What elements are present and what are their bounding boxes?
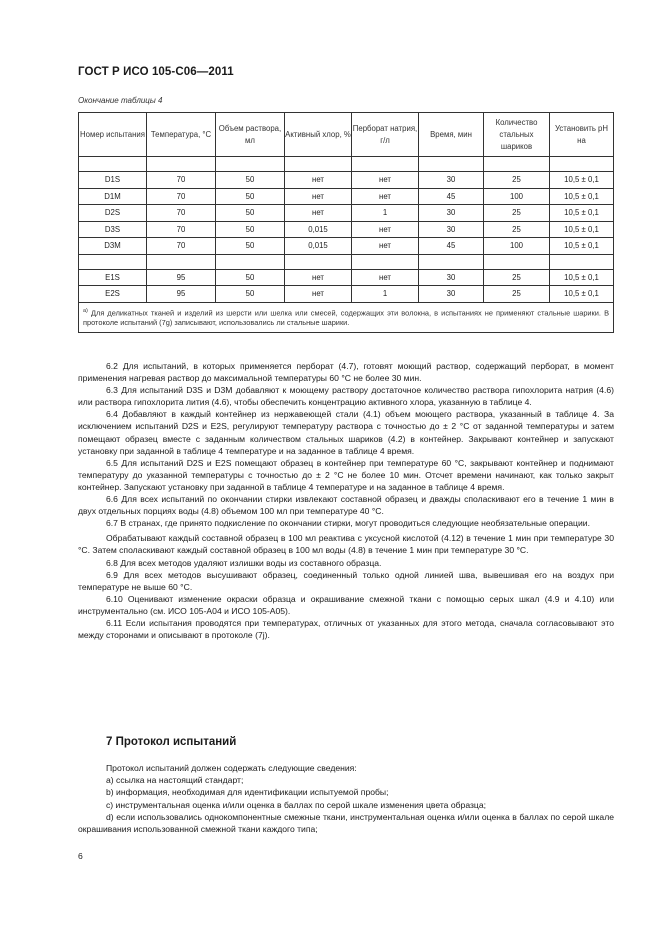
cell: 0,015 — [285, 221, 352, 238]
cell: D1S — [79, 172, 147, 189]
cell: 25 — [484, 205, 550, 222]
cell: 10,5 ± 0,1 — [550, 269, 614, 286]
document-header: ГОСТ Р ИСО 105-C06—2011 — [78, 66, 234, 78]
cell: 70 — [147, 205, 216, 222]
cell: 30 — [419, 269, 484, 286]
section-heading: 7 Протокол испытаний — [106, 736, 237, 748]
col-header-steel-balls: Количество стальных шариков — [484, 113, 550, 157]
cell: 50 — [216, 286, 285, 303]
protocol-item: d) если использовались однокомпонентные смежные ткани, инструментальная оценка и/или оценка в баллах по серой шкале окрашивания использованной смежной ткани каждого типа; — [78, 811, 614, 835]
table-row — [79, 221, 614, 238]
cell: 25 — [484, 172, 550, 189]
footnote-mark: а) — [83, 307, 88, 314]
cell: нет — [285, 172, 352, 189]
page-number: 6 — [78, 851, 83, 861]
cell: 50 — [216, 205, 285, 222]
cell: D3S — [79, 221, 147, 238]
table-footnote-row — [79, 302, 614, 332]
cell: 95 — [147, 269, 216, 286]
table-row — [79, 172, 614, 189]
paragraph-6-5: 6.5 Для испытаний D2S и E2S помещают образец в контейнер при температуре 60 °С, закрывают контейнер и поднимают температуру до указанной температуры с точностью до ± 2 °С не более 10 мин. Отсчет времени начинают, как только закрыт контейнер. Запускают установку при заданной в таблице 4 температуре и на заданное в таблице 4 время. — [78, 457, 614, 492]
cell: D1M — [79, 188, 147, 205]
protocol-item: c) инструментальная оценка и/или оценка в баллах по серой шкале изменения цвета образца; — [106, 799, 487, 810]
table-row — [79, 238, 614, 255]
cell: 25 — [484, 269, 550, 286]
table-row — [79, 205, 614, 222]
cell: 10,5 ± 0,1 — [550, 286, 614, 303]
col-header-test-number: Номер испытания — [79, 113, 147, 157]
cell: нет — [285, 205, 352, 222]
paragraph-6-3: 6.3 Для испытаний D3S и D3M добавляют к моющему раствору достаточное количество раствора гипохлорита натрия (4.6) или раствора гипохлорита лития (4.6), чтобы обеспечить концентрацию активного хлора, указанную в таблице 4. — [78, 385, 614, 408]
table-row — [79, 188, 614, 205]
cell: 30 — [419, 221, 484, 238]
paragraph-6-7: 6.7 В странах, где принято подкисление по окончании стирки, могут проводиться следующие необязательные операции. — [106, 518, 590, 529]
cell: 0,015 — [285, 238, 352, 255]
cell: 25 — [484, 221, 550, 238]
cell: 45 — [419, 238, 484, 255]
cell: нет — [352, 172, 419, 189]
cell: E2S — [79, 286, 147, 303]
table-spacer-row — [79, 254, 614, 269]
protocol-item: b) информация, необходимая для идентификации испытуемой пробы; — [106, 787, 389, 798]
col-header-temperature: Температура, °С — [147, 113, 216, 157]
paragraph-6-4: 6.4 Добавляют в каждый контейнер из нержавеющей стали (4.1) объем моющего раствора, указанный в таблице 4. За исключением испытаний D2S и E2S, регулируют температуру раствора с точностью до ± 2 °С от заданной температуры и затем помещают образец вместе с заданным количеством стальных шариков (4.2) в контейнер. Закрывают контейнер и запускают установку при заданной в таблице 4 температуре и на заданное в таблице 4 время. — [78, 409, 614, 456]
paragraph-6-7-detail: Обрабатывают каждый составной образец в 100 мл реактива с уксусной кислотой (4.12) в течение 1 мин при температуре 30 °С. Затем споласкивают каждый составной образец в 100 мл воды (4.8) в течение 1 мин при температуре 30 °С. — [78, 533, 614, 556]
cell: 10,5 ± 0,1 — [550, 221, 614, 238]
cell: 10,5 ± 0,1 — [550, 238, 614, 255]
cell: 100 — [484, 238, 550, 255]
paragraph-6-10: 6.10 Оценивают изменение окраски образца и окрашивание смежной ткани с помощью серых шкал (4.9 и 4.10) или инструментально (см. ИСО 105-А04 и ИСО 105-А05). — [78, 593, 614, 616]
cell: 10,5 ± 0,1 — [550, 188, 614, 205]
paragraph-6-11: 6.11 Если испытания проводятся при температурах, отличных от указанных для этого метода, сначала согласовывают это между сторонами и описывают в протоколе (7j). — [78, 617, 614, 641]
cell: 50 — [216, 172, 285, 189]
cell: 1 — [352, 205, 419, 222]
cell: нет — [285, 269, 352, 286]
wash-test-table — [78, 112, 614, 333]
cell: нет — [352, 188, 419, 205]
cell: 50 — [216, 269, 285, 286]
col-header-active-chlorine: Активный хлор, % — [285, 113, 352, 157]
cell: 1 — [352, 286, 419, 303]
cell: D3M — [79, 238, 147, 255]
cell: 10,5 ± 0,1 — [550, 172, 614, 189]
cell: 25 — [484, 286, 550, 303]
cell: D2S — [79, 205, 147, 222]
table-row — [79, 269, 614, 286]
cell: нет — [285, 188, 352, 205]
table-header-row — [79, 113, 614, 157]
cell: E1S — [79, 269, 147, 286]
cell: 70 — [147, 221, 216, 238]
table-caption: Окончание таблицы 4 — [78, 96, 163, 105]
col-header-perborate: Перборат натрия, г/л — [352, 113, 419, 157]
cell: 70 — [147, 172, 216, 189]
cell: 45 — [419, 188, 484, 205]
table-spacer-row — [79, 157, 614, 172]
cell: 30 — [419, 172, 484, 189]
cell: нет — [285, 286, 352, 303]
cell: 30 — [419, 286, 484, 303]
cell: нет — [352, 221, 419, 238]
cell: 30 — [419, 205, 484, 222]
table-footnote — [79, 302, 614, 332]
table-row — [79, 286, 614, 303]
protocol-intro: Протокол испытаний должен содержать следующие сведения: — [106, 763, 357, 773]
cell: нет — [352, 269, 419, 286]
col-header-time: Время, мин — [419, 113, 484, 157]
col-header-volume: Объем раствора, мл — [216, 113, 285, 157]
cell: 50 — [216, 238, 285, 255]
cell: 70 — [147, 238, 216, 255]
cell: 50 — [216, 188, 285, 205]
paragraph-6-8: 6.8 Для всех методов удаляют излишки воды из составного образца. — [106, 557, 382, 568]
cell: нет — [352, 238, 419, 255]
footnote-text: Для деликатных тканей и изделий из шерсти или шелка или смесей, содержащих эти волокна, в испытаниях не применяют стальные шарики. В протоколе испытаний (7g) записывают, использовались ли стальные шарики. — [83, 307, 609, 328]
paragraph-6-9: 6.9 Для всех методов высушивают образец, соединенный только одной линией шва, вывешивая его на воздух при температуре не выше 60 °С. — [78, 569, 614, 592]
cell: 50 — [216, 221, 285, 238]
cell: 70 — [147, 188, 216, 205]
paragraph-6-6: 6.6 Для всех испытаний по окончании стирки извлекают составной образец и дважды споласкивают его в течение 1 мин в двух отдельных порциях воды (4.8) объемом 100 мл при температуре 40 °С. — [78, 494, 614, 517]
protocol-item: a) ссылка на настоящий стандарт; — [106, 775, 244, 786]
protocol-list — [78, 762, 614, 835]
cell: 100 — [484, 188, 550, 205]
paragraph-6-2: 6.2 Для испытаний, в которых применяется перборат (4.7), готовят моющий раствор, содержащий перборат, в момент применения нагревая раствор до максимальной температуры 60 °С не более 30 мин. — [78, 361, 614, 384]
col-header-ph: Установить pH на — [550, 113, 614, 157]
procedure-text — [78, 360, 614, 641]
cell: 10,5 ± 0,1 — [550, 205, 614, 222]
cell: 95 — [147, 286, 216, 303]
